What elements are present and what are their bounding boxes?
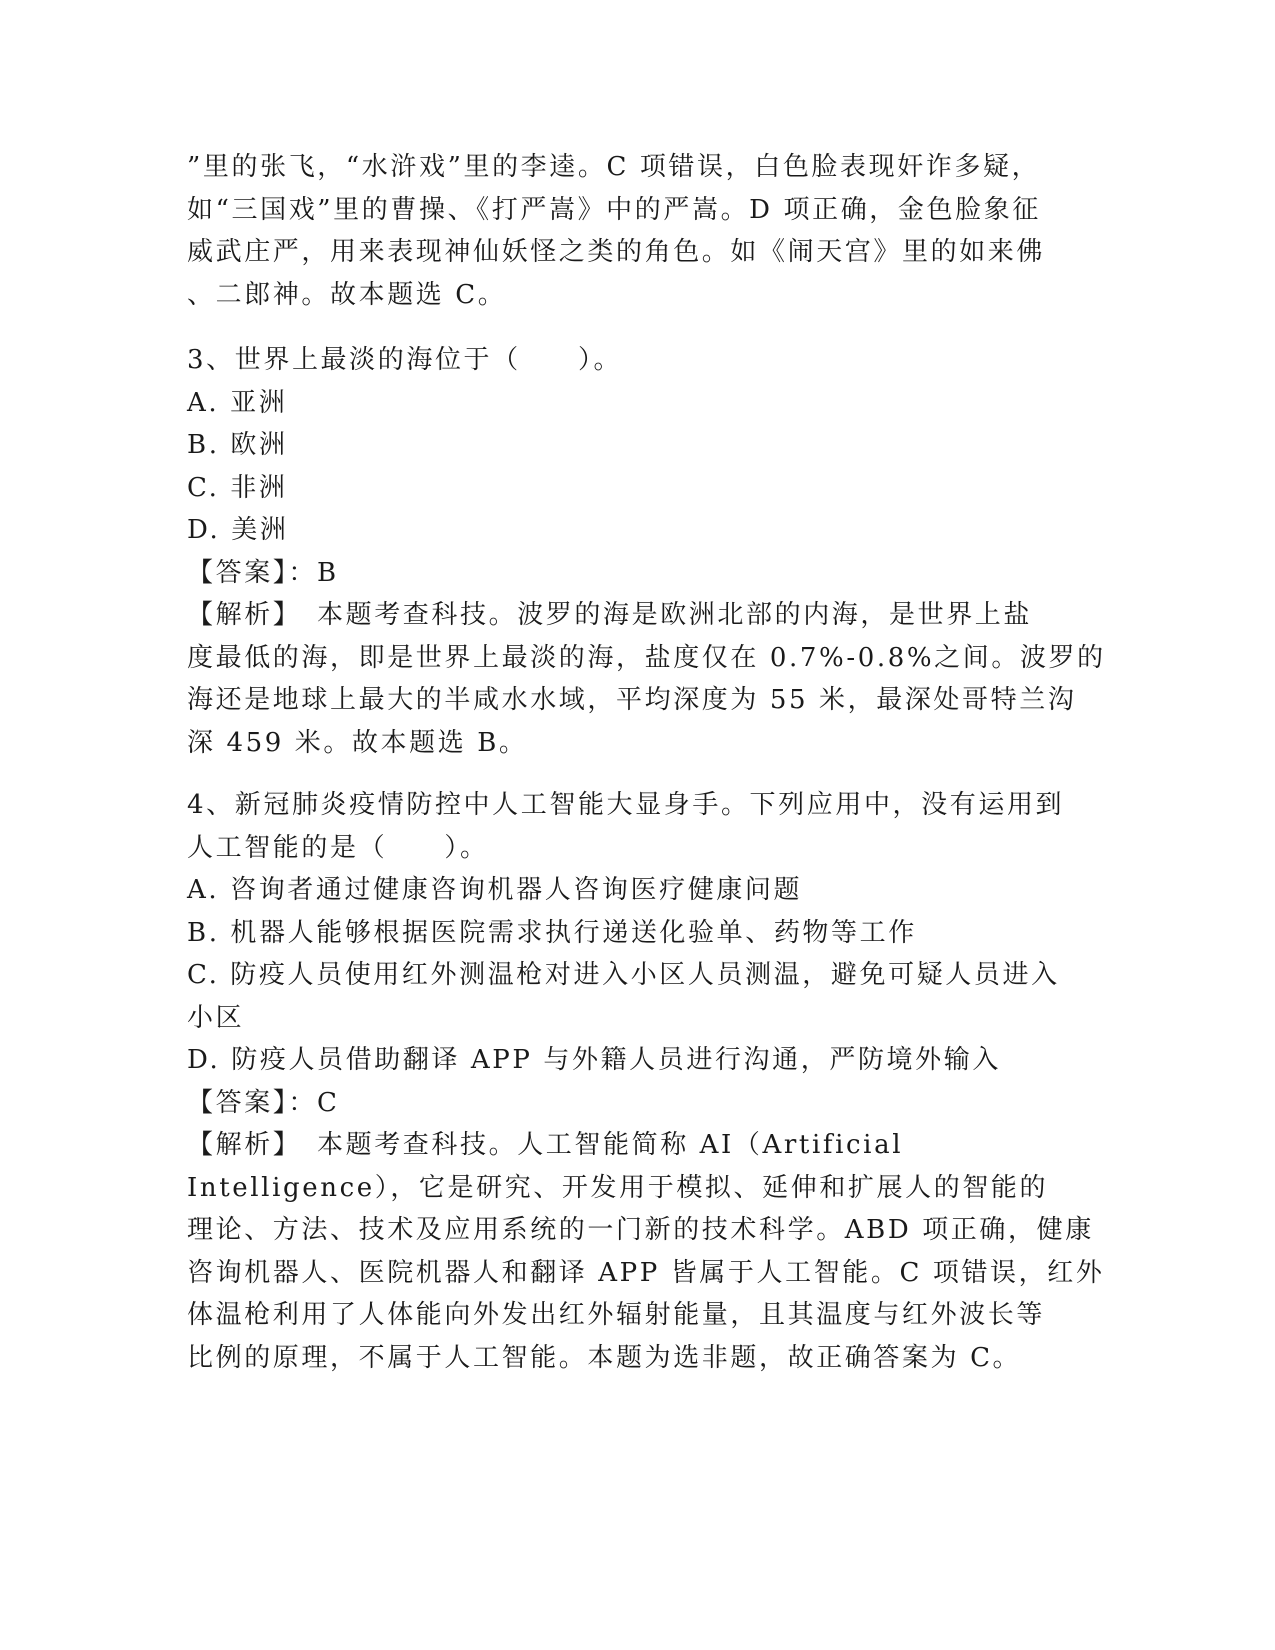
question-4	[187, 784, 1105, 1379]
text-line: 如“三国戏”里的曹操、《打严嵩》中的严嵩。D 项正确，金色脸象征	[187, 194, 1041, 225]
spacer	[187, 764, 1087, 784]
question-3	[187, 339, 1106, 764]
spacer	[187, 316, 1087, 339]
previous-explanation	[187, 146, 1087, 316]
analysis-line: 海还是地球上最大的半咸水水域，平均深度为 55 米，最深处哥特兰沟	[187, 685, 1077, 715]
analysis-line: 体温枪利用了人体能向外发出红外辐射能量，且其温度与红外波长等	[187, 1300, 1046, 1330]
option-c: C. 防疫人员使用红外测温枪对进入小区人员测温，避免可疑人员进入	[187, 960, 1060, 990]
option-d: D. 防疫人员借助翻译 APP 与外籍人员进行沟通，严防境外输入	[187, 1045, 1001, 1075]
analysis-line: 【解析】 本题考查科技。波罗的海是欧洲北部的内海，是世界上盐	[187, 600, 1033, 630]
option-a: A. 亚洲	[187, 387, 288, 418]
answer: 【答案】：C	[187, 1087, 340, 1118]
option-a: A. 咨询者通过健康咨询机器人咨询医疗健康问题	[187, 875, 803, 905]
option-b: B. 机器人能够根据医院需求执行递送化验单、药物等工作	[187, 917, 917, 948]
analysis-line: 理论、方法、技术及应用系统的一门新的技术科学。ABD 项正确，健康	[187, 1215, 1094, 1245]
text-line: 威武庄严，用来表现神仙妖怪之类的角色。如《闹天宫》里的如来佛	[187, 237, 1046, 267]
option-d: D. 美洲	[187, 515, 289, 545]
answer: 【答案】：B	[187, 557, 339, 588]
analysis-line: 比例的原理，不属于人工智能。本题为选非题，故正确答案为 C。	[187, 1342, 1022, 1373]
question-stem: 人工智能的是（ ）。	[187, 832, 489, 863]
option-c: C. 非洲	[187, 472, 288, 503]
analysis-line: Intelligence），它是研究、开发用于模拟、延伸和扩展人的智能的	[187, 1172, 1049, 1203]
option-c: 小区	[187, 1002, 245, 1033]
document-page	[187, 146, 1106, 1379]
question-stem: 4、新冠肺炎疫情防控中人工智能大显身手。下列应用中，没有运用到	[187, 790, 1065, 820]
option-b: B. 欧洲	[187, 430, 288, 460]
text-line: 、二郎神。故本题选 C。	[187, 279, 507, 310]
analysis-line: 度最低的海，即是世界上最淡的海，盐度仅在 0.7%-0.8%之间。波罗的	[187, 642, 1106, 673]
analysis-line: 咨询机器人、医院机器人和翻译 APP 皆属于人工智能。C 项错误，红外	[187, 1257, 1105, 1288]
analysis-line: 深 459 米。故本题选 B。	[187, 727, 528, 758]
question-stem: 3、世界上最淡的海位于（ ）。	[187, 345, 623, 375]
analysis-line: 【解析】 本题考查科技。人工智能简称 AI（Artificial	[187, 1130, 904, 1160]
text-line: ”里的张飞，“水浒戏”里的李逵。C 项错误，白色脸表现奸诈多疑，	[187, 152, 1041, 182]
